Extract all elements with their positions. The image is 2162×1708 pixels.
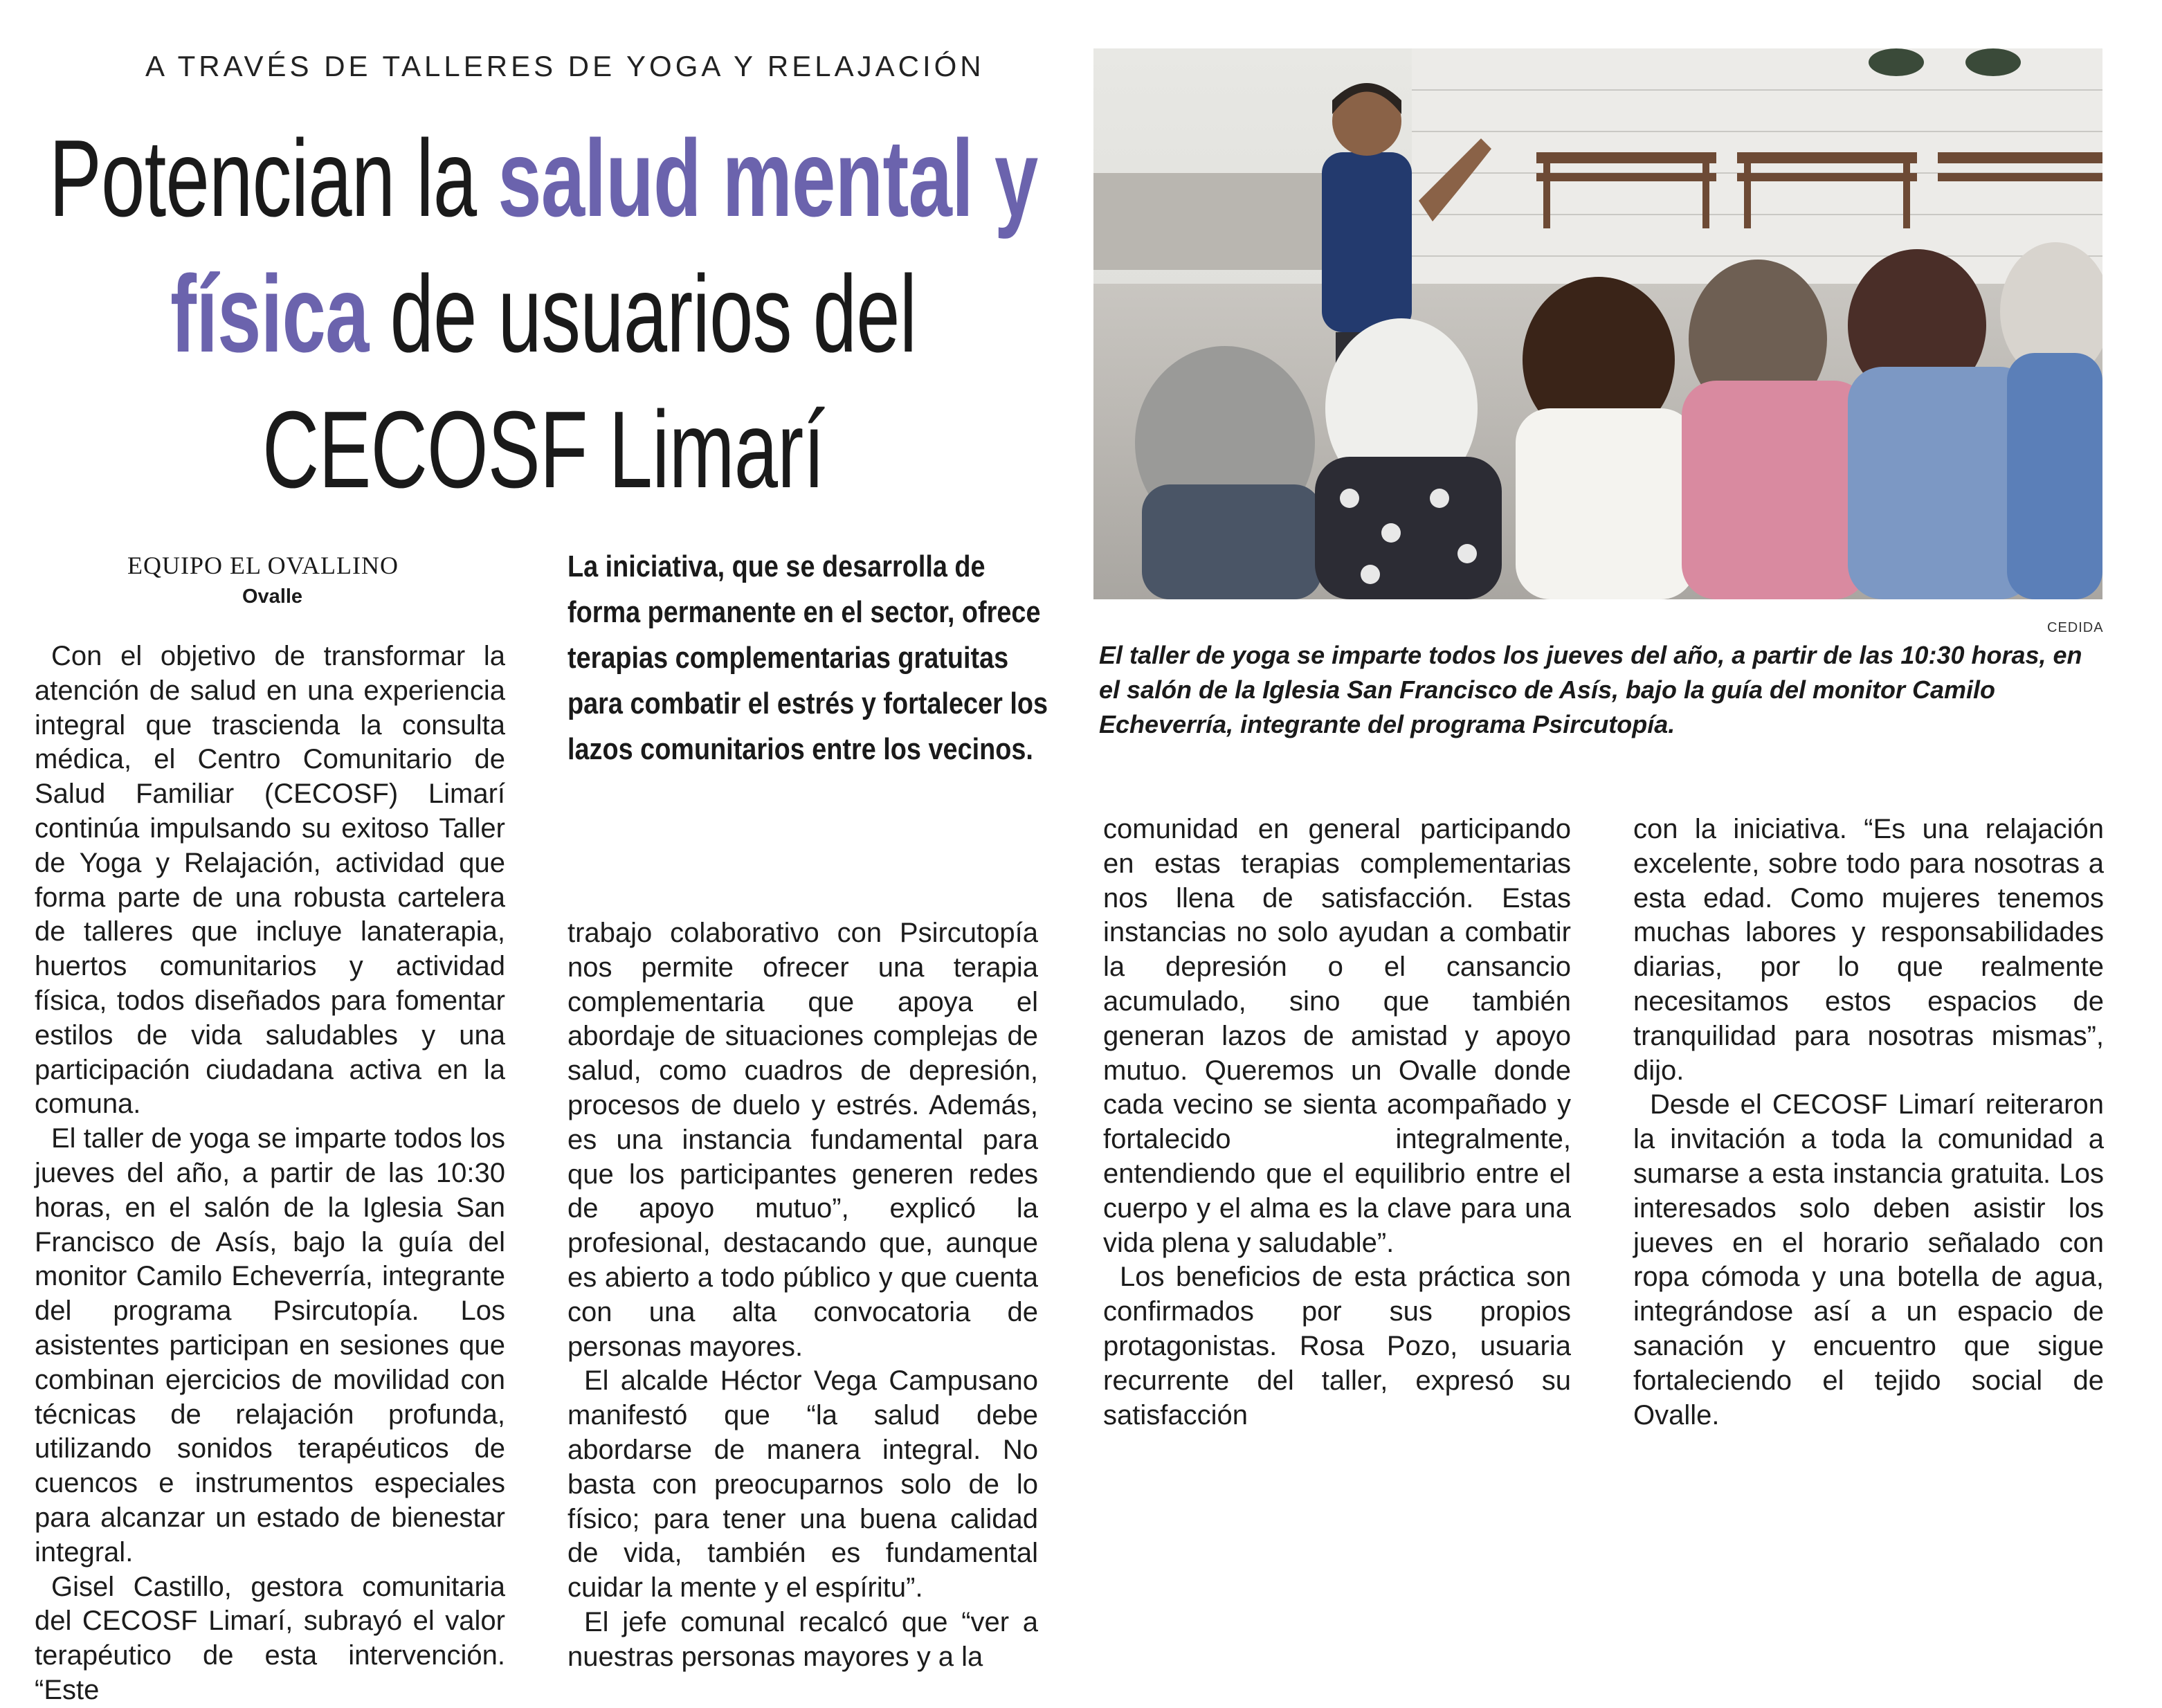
body-paragraph: El taller de yoga se imparte todos los jueves del año, a partir de las 10:30 horas, en el salón de la Iglesia San Francisco de Asís, bajo la guía del monitor Camilo Echeverría, integrante del programa Psircutopía. Los asistentes participan en sesiones que combinan ejercicios de movilidad con técnicas de relajación profunda, utilizando sonidos terapéuticos de cuencos e instrumentos especiales para alcanzar un estado de bienestar integral. <box>35 1123 505 1568</box>
body-column-1 <box>35 639 505 1708</box>
body-paragraph: Gisel Castillo, gestora comunitaria del CECOSF Limarí, subrayó el valor terapéutico de esta intervención. “Este <box>35 1571 505 1705</box>
body-paragraph: trabajo colaborativo con Psircutopía nos permite ofrecer una terapia complementaria que apoya el abordaje de situaciones complejas de salud, como cuadros de depresión, procesos de duelo y estrés. Además, es una instancia fundamental para que los participantes generen redes de apoyo mutuo”, explicó la profesional, destacando que, aunque es abierto a todo público y que cuenta con una alta convocatoria de personas mayores. <box>567 918 1038 1362</box>
photo-caption: El taller de yoga se imparte todos los jueves del año, a partir de las 10:30 horas, en el salón de la Iglesia San Francisco de Asís, bajo la guía del monitor Camilo Echeverría, integrante del programa Psircutopía. <box>1099 641 2082 738</box>
body-paragraph: Desde el CECOSF Limarí reiteraron la invitación a toda la comunidad a sumarse a esta instancia gratuita. Los interesados solo deben asistir los jueves en el horario señalado con ropa cómoda y una botella de agua, integrándose así a un espacio de sanación y encuentro que sigue fortaleciendo el tejido social de Ovalle. <box>1633 1089 2104 1430</box>
yoga-class-photo <box>1093 48 2102 599</box>
body-paragraph: comunidad en general participando en estas terapias complementarias nos llena de satisfacción. Estas instancias no solo ayudan a combatir la depresión o el cansancio acumulado, sino que también generan lazos de amistad y apoyo mutuo. Queremos un Ovalle donde cada vecino se sienta acompañado y fortalecido integralmente, entendiendo que el equilibrio entre el cuerpo y el alma es la clave para una vida plena y saludable”. <box>1103 814 1571 1258</box>
headline-highlight2: y física <box>170 118 1038 375</box>
byline: EQUIPO EL OVALLINO <box>127 552 399 579</box>
body-paragraph: con la iniciativa. “Es una relajación excelente, sobre todo para nosotras a esta edad. Como mujeres tenemos muchas labores y responsabilidades diarias, por lo que realmente necesitamos estos espacios de tranquilidad para nosotras mismas”, dijo. <box>1633 814 2104 1086</box>
body-paragraph: El alcalde Héctor Vega Campusano manifestó que “la salud debe abordarse de manera integral. No basta con preocuparnos solo de lo físico; para tener una buena calidad de vida, también es fundamental cuidar la mente y el espíritu”. <box>567 1365 1038 1603</box>
dateline: Ovalle <box>242 585 303 608</box>
headline <box>28 111 1059 518</box>
kicker: A TRAVÉS DE TALLERES DE YOGA Y RELAJACIÓN <box>145 50 985 82</box>
headline-part2 <box>973 118 994 239</box>
body-paragraph: Con el objetivo de transformar la atención de salud en una experiencia integral que trascienda la consulta médica, el Centro Comunitario de Salud Familiar (CECOSF) Limarí continúa impulsando su exitoso Taller de Yoga y Relajación, actividad que forma parte de una robusta cartelera de talleres que incluye lanaterapia, huertos comunitarios y actividad física, todos diseñados para fomentar estilos de vida saludables y una participación ciudadana activa en la comuna. <box>35 641 505 1120</box>
headline-part1: Potencian la <box>48 118 498 239</box>
body-column-4 <box>1633 812 2104 1433</box>
photo-credit: CEDIDA <box>2047 620 2104 635</box>
body-paragraph: El jefe comunal recalcó que “ver a nuestras personas mayores y a la <box>567 1606 1038 1672</box>
article-photo <box>1093 48 2102 599</box>
body-column-2 <box>567 916 1038 1675</box>
headline-part3: de usuarios del CECOSF Limarí <box>262 253 917 511</box>
headline-highlight1: salud mental <box>498 118 974 239</box>
body-column-3 <box>1103 812 1571 1433</box>
lead-paragraph: La iniciativa, que se desarrolla de forma permanente en el sector, ofrece terapias complementarias gratuitas para combatir el estrés y fortalecer los lazos comunitarios entre los vecinos. <box>567 549 1048 766</box>
body-paragraph: Los beneficios de esta práctica son confirmados por sus propios protagonistas. Rosa Pozo, usuaria recurrente del taller, expresó su satisfacción <box>1103 1262 1571 1430</box>
